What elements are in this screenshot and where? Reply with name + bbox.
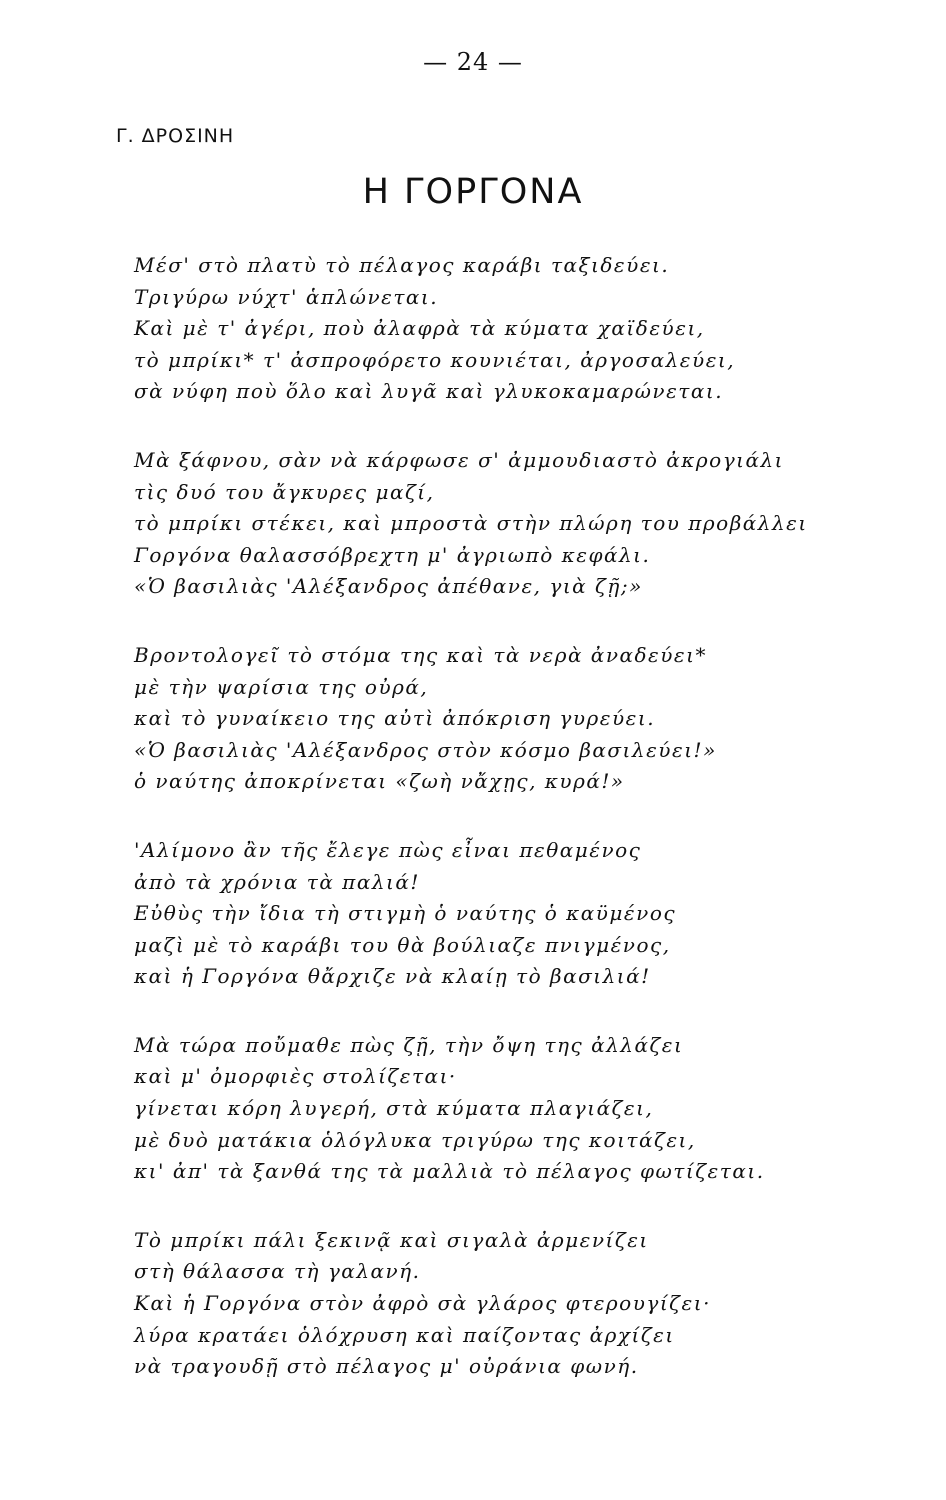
stanza-5	[134, 1030, 854, 1188]
stanza-6	[134, 1225, 854, 1383]
poem-line: Μὰ ξάφνου, σὰν νὰ κάρφωσε σ' ἀμμουδιαστὸ ἀκρογιάλι	[134, 447, 785, 472]
stanza-1	[134, 250, 854, 408]
poem-line: Τριγύρω νύχτ' ἁπλώνεται.	[134, 284, 439, 309]
poem-line: Βροντολογεῖ τὸ στόμα της καὶ τὰ νερὰ ἀναδεύει*	[134, 642, 707, 667]
poem-line: Εὐθὺς τὴν ἴδια τὴ στιγμὴ ὁ ναύτης ὁ καϋμένος	[134, 901, 677, 926]
poem-line: στὴ θάλασσα τὴ γαλανή.	[134, 1259, 421, 1284]
poem-title: Η ΓΟΡΓΟΝΑ	[362, 172, 584, 212]
poem-line: Καὶ μὲ τ' ἀγέρι, ποὺ ἀλαφρὰ τὰ κύματα χαϊδεύει,	[134, 316, 705, 341]
poem-line: κι' ἀπ' τὰ ξανθά της τὰ μαλλιὰ τὸ πέλαγος φωτίζεται.	[134, 1159, 765, 1184]
poem-line: Καὶ ἡ Γοργόνα στὸν ἀφρὸ σὰ γλάρος φτερουγίζει·	[134, 1291, 711, 1316]
poem-line: σὰ νύφη ποὺ ὅλο καὶ λυγᾶ καὶ γλυκοκαμαρώνεται.	[134, 379, 724, 404]
poem-line: τὸ μπρίκι* τ' ἀσπροφόρετο κουνιέται, ἀργοσαλεύει,	[134, 347, 736, 372]
poem-line: καὶ τὸ γυναίκειο της αὐτὶ ἀπόκριση γυρεύει.	[134, 706, 656, 731]
poem-line: «Ὁ βασιλιὰς 'Αλέξανδρος στὸν κόσμο βασιλεύει!»	[134, 737, 717, 762]
stanza-3	[134, 640, 854, 798]
poem-line: ἀπὸ τὰ χρόνια τὰ παλιά!	[134, 869, 420, 894]
poem-line: τὸ μπρίκι στέκει, καὶ μπροστὰ στὴν πλώρη του προβάλλει	[134, 511, 808, 536]
poem-line: Γοργόνα θαλασσόβρεχτη μ' ἀγριωπὸ κεφάλι.	[134, 542, 651, 567]
poem-line: λύρα κρατάει ὁλόχρυση καὶ παίζοντας ἀρχίζει	[134, 1322, 675, 1347]
poem-line: Μὰ τώρα ποὔμαθε πὼς ζῇ, τὴν ὄψη της ἀλλάζει	[134, 1032, 684, 1057]
page-number: — 24 —	[423, 48, 523, 76]
poem-line: καὶ ἡ Γοργόνα θἄρχιζε νὰ κλαίῃ τὸ βασιλιά!	[134, 964, 651, 989]
poem-line: ὁ ναύτης ἀποκρίνεται «ζωὴ νἄχῃς, κυρά!»	[134, 769, 625, 794]
poem-line: Τὸ μπρίκι πάλι ξεκινᾷ καὶ σιγαλὰ ἀρμενίζει	[134, 1227, 649, 1252]
stanza-2	[134, 445, 854, 603]
poem-line: μὲ τὴν ψαρίσια της οὐρά,	[134, 674, 429, 699]
poem-line: μὲ δυὸ ματάκια ὁλόγλυκα τριγύρω της κοιτάζει,	[134, 1127, 696, 1152]
poem-line: μαζὶ μὲ τὸ καράβι του θὰ βούλιαζε πνιγμένος,	[134, 932, 671, 957]
poem-line: γίνεται κόρη λυγερή, στὰ κύματα πλαγιάζει,	[134, 1096, 654, 1121]
poem-line: νὰ τραγουδῇ στὸ πέλαγος μ' οὐράνια φωνή.	[134, 1354, 639, 1379]
poem-line: «Ὁ βασιλιὰς 'Αλέξανδρος ἀπέθανε, γιὰ ζῇ;»	[134, 574, 643, 599]
poem-line: τὶς δυό του ἄγκυρες μαζί,	[134, 479, 435, 504]
poem-line: 'Αλίμονο ἂν τῆς ἔλεγε πὼς εἶναι πεθαμένος	[134, 837, 642, 862]
poem-line: Μέσ' στὸ πλατὺ τὸ πέλαγος καράβι ταξιδεύει.	[134, 253, 670, 277]
author-name: Γ. ΔΡΟΣΙΝΗ	[116, 125, 235, 147]
poem-line: καὶ μ' ὀμορφιὲς στολίζεται·	[134, 1064, 457, 1089]
stanza-4	[134, 835, 854, 993]
poem-body	[134, 250, 854, 1420]
